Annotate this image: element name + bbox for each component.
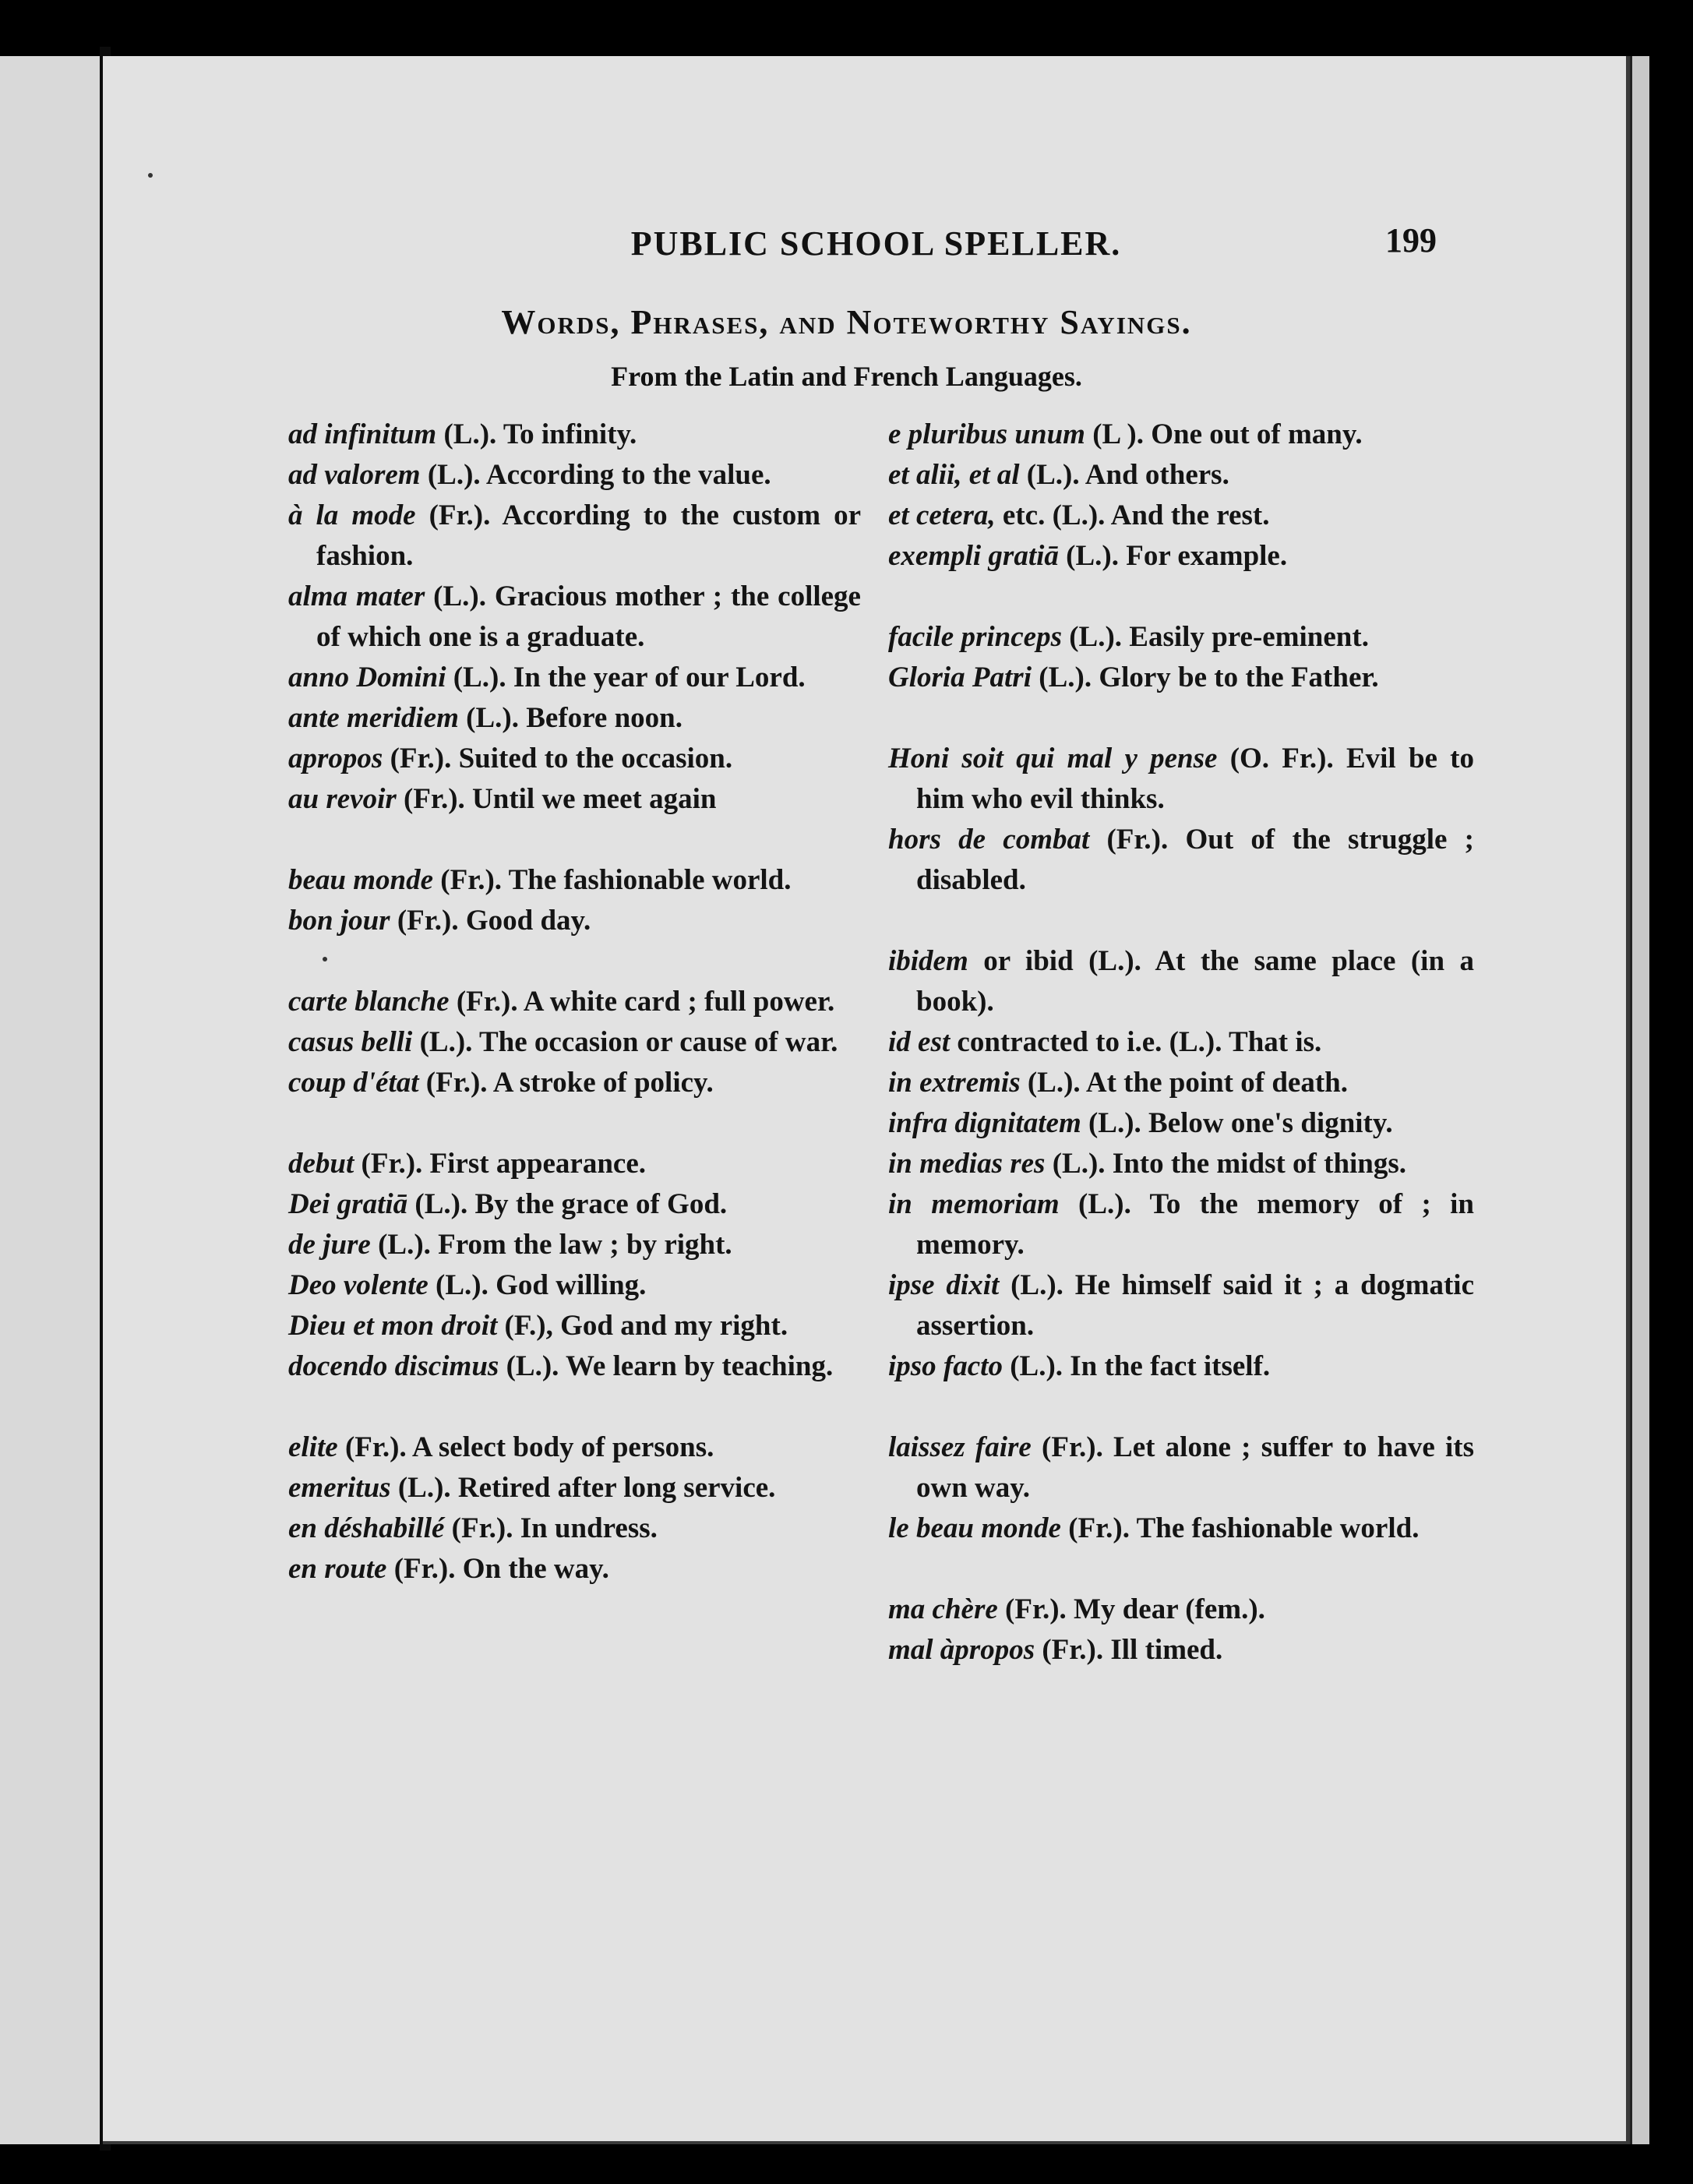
entry-definition: (Fr.). Ill timed. bbox=[1035, 1634, 1223, 1666]
running-head-text: PUBLIC SCHOOL SPELLER. bbox=[630, 224, 1122, 263]
speck bbox=[148, 173, 153, 178]
entry bbox=[288, 1265, 861, 1306]
entry-definition: (L.). At the point of death. bbox=[1020, 1067, 1348, 1099]
entry-term: elite bbox=[288, 1431, 338, 1463]
entry-term: en déshabillé bbox=[288, 1512, 445, 1544]
entry bbox=[888, 1630, 1474, 1671]
entry-term: infra dignitatem bbox=[888, 1107, 1081, 1139]
entry bbox=[888, 1508, 1474, 1549]
entry-definition: etc. (L.). And the rest. bbox=[995, 499, 1270, 531]
entry bbox=[288, 1022, 861, 1063]
entry bbox=[288, 455, 861, 496]
entry bbox=[288, 415, 861, 455]
entry-definition: (L.). Into the midst of things. bbox=[1045, 1148, 1407, 1180]
entry-term: et alii, et al bbox=[888, 459, 1020, 491]
entry-term: ipse dixit bbox=[888, 1269, 1000, 1301]
entry-definition: (O. Fr.). Evil be to him who evil thinks. bbox=[916, 743, 1474, 815]
entry-definition: (L.). Retired after long service. bbox=[390, 1472, 776, 1504]
entry bbox=[288, 1427, 861, 1468]
entry-term: Dieu et mon droit bbox=[288, 1310, 498, 1342]
entry bbox=[288, 1063, 861, 1103]
entry-term: in memoriam bbox=[888, 1188, 1060, 1220]
entry bbox=[288, 1184, 861, 1225]
entry-term: anno Domini bbox=[288, 662, 446, 693]
entry bbox=[888, 1589, 1474, 1630]
entry bbox=[288, 1508, 861, 1549]
entry-term: debut bbox=[288, 1148, 354, 1180]
entry-definition: (L.). By the grace of God. bbox=[407, 1188, 728, 1220]
entry-definition: (Fr.). The fashionable world. bbox=[1060, 1512, 1420, 1544]
entry bbox=[888, 820, 1474, 901]
entry-definition: (L.). He himself said it ; a dogmatic assertion. bbox=[916, 1269, 1474, 1342]
entry bbox=[888, 1103, 1474, 1144]
entry-definition: (Fr.). A select body of persons. bbox=[337, 1431, 714, 1463]
entry-term: hors de combat bbox=[888, 824, 1090, 856]
running-head bbox=[0, 224, 1693, 263]
entry bbox=[888, 1265, 1474, 1346]
entry bbox=[888, 1063, 1474, 1103]
entry-definition: (Fr.). In undress. bbox=[444, 1512, 658, 1544]
entry-definition: (L.). To infinity. bbox=[436, 418, 637, 450]
entry-term: casus belli bbox=[288, 1026, 413, 1058]
entry bbox=[288, 1306, 861, 1346]
entry-term: ibidem bbox=[888, 945, 968, 977]
entry bbox=[288, 577, 861, 658]
entry bbox=[888, 617, 1474, 658]
entry-definition: (Fr.). My dear (fem.). bbox=[997, 1593, 1265, 1625]
entry-definition: (L.). According to the value. bbox=[420, 459, 771, 491]
entry-definition: (Fr.). First appearance. bbox=[354, 1148, 646, 1180]
entry bbox=[888, 739, 1474, 820]
entry bbox=[888, 1346, 1474, 1387]
section-subtitle: From the Latin and French Languages. bbox=[611, 361, 1082, 392]
entry-definition: (L.). In the year of our Lord. bbox=[446, 662, 806, 693]
entry-definition: (L.). And others. bbox=[1019, 459, 1229, 491]
entry-definition: (L.). Easily pre-eminent. bbox=[1061, 621, 1369, 653]
entry-term: beau monde bbox=[288, 864, 434, 896]
entry-term: alma mater bbox=[288, 580, 425, 612]
entry-term: en route bbox=[288, 1553, 387, 1585]
entry-definition: (Fr.). According to the custom or fashion. bbox=[316, 499, 861, 572]
entry-definition: (L.). Gracious mother ; the college of which one is a graduate. bbox=[316, 580, 861, 653]
page-number: 199 bbox=[1385, 221, 1437, 259]
entry-term: in extremis bbox=[888, 1067, 1021, 1099]
entry-term: de jure bbox=[288, 1229, 371, 1261]
entry bbox=[888, 536, 1474, 577]
entry bbox=[888, 941, 1474, 1022]
entry-definition: (L.). In the fact itself. bbox=[1002, 1350, 1271, 1382]
entry-definition: or ibid (L.). At the same place (in a book). bbox=[916, 945, 1474, 1018]
entry-term: Deo volente bbox=[288, 1269, 429, 1301]
entry-term: ma chère bbox=[888, 1593, 998, 1625]
entry-term: emeritus bbox=[288, 1472, 391, 1504]
entry bbox=[288, 1468, 861, 1508]
right-column bbox=[888, 415, 1474, 1671]
entry bbox=[888, 415, 1474, 455]
entry-term: coup d'état bbox=[288, 1067, 419, 1099]
entry-definition: (L ). One out of many. bbox=[1085, 418, 1363, 450]
entry-definition: (L.). Glory be to the Father. bbox=[1032, 662, 1379, 693]
entry-definition: (L.). Before noon. bbox=[458, 702, 682, 734]
entry-term: le beau monde bbox=[888, 1512, 1061, 1544]
entry-term: à la mode bbox=[288, 499, 416, 531]
entry-definition: (L.). From the law ; by right. bbox=[370, 1229, 732, 1261]
entry-definition: (Fr.). A white card ; full power. bbox=[449, 986, 835, 1018]
entry bbox=[888, 1427, 1474, 1508]
entry-definition: (Fr.). Good day. bbox=[390, 905, 591, 937]
entry-term: et cetera, bbox=[888, 499, 996, 531]
entry-definition: (Fr.). Let alone ; suffer to have its own way. bbox=[916, 1431, 1474, 1504]
entry-definition: (F.), God and my right. bbox=[497, 1310, 788, 1342]
entry bbox=[288, 658, 861, 698]
entry bbox=[288, 698, 861, 739]
section-title: Words, Phrases, and Noteworthy Sayings. bbox=[501, 303, 1192, 341]
entry-term: apropos bbox=[288, 743, 383, 774]
entry bbox=[288, 901, 861, 941]
entry-term: ad valorem bbox=[288, 459, 421, 491]
entry bbox=[888, 455, 1474, 496]
entry-definition: (Fr.). Until we meet again bbox=[396, 783, 717, 815]
entry bbox=[288, 739, 861, 779]
entry bbox=[288, 1225, 861, 1265]
entry-term: mal àpropos bbox=[888, 1634, 1035, 1666]
entry-term: exempli gratiā bbox=[888, 540, 1059, 572]
entry-term: ante meridiem bbox=[288, 702, 459, 734]
entry-term: carte blanche bbox=[288, 986, 450, 1018]
entry bbox=[888, 1144, 1474, 1184]
entry-definition: (L.). For example. bbox=[1058, 540, 1288, 572]
entry-definition: (Fr.). Suited to the occasion. bbox=[383, 743, 733, 774]
entry bbox=[288, 1549, 861, 1589]
entry-term: bon jour bbox=[288, 905, 390, 937]
entry-term: au revoir bbox=[288, 783, 397, 815]
entry-term: Honi soit qui mal y pense bbox=[888, 743, 1218, 774]
entry bbox=[288, 1144, 861, 1184]
entry-definition: (L.). God willing. bbox=[428, 1269, 647, 1301]
entry-term: e pluribus unum bbox=[888, 418, 1085, 450]
entry bbox=[288, 860, 861, 901]
entry-term: facile princeps bbox=[888, 621, 1062, 653]
entry-definition: (L.). The occasion or cause of war. bbox=[412, 1026, 838, 1058]
entry-definition: (L.). We learn by teaching. bbox=[499, 1350, 834, 1382]
entry-term: id est bbox=[888, 1026, 951, 1058]
entry-term: Gloria Patri bbox=[888, 662, 1032, 693]
entry-definition: contracted to i.e. (L.). That is. bbox=[950, 1026, 1322, 1058]
entry-term: in medias res bbox=[888, 1148, 1046, 1180]
entry-definition: (L.). To the memory of ; in memory. bbox=[916, 1188, 1474, 1261]
entry-term: ipso facto bbox=[888, 1350, 1003, 1382]
entry-term: docendo discimus bbox=[288, 1350, 499, 1382]
entry-definition: (Fr.). On the way. bbox=[386, 1553, 609, 1585]
entry-term: Dei gratiā bbox=[288, 1188, 408, 1220]
entry bbox=[888, 1184, 1474, 1265]
entry-term: ad infinitum bbox=[288, 418, 437, 450]
entry-definition: (L.). Below one's dignity. bbox=[1081, 1107, 1393, 1139]
entry bbox=[888, 496, 1474, 536]
entry-definition: (Fr.). The fashionable world. bbox=[433, 864, 792, 896]
entry bbox=[288, 982, 861, 1022]
entry bbox=[288, 496, 861, 577]
left-column bbox=[288, 415, 861, 1589]
entry bbox=[288, 1346, 861, 1387]
entry bbox=[888, 1022, 1474, 1063]
entry bbox=[288, 779, 861, 820]
entry bbox=[888, 658, 1474, 698]
entry-definition: (Fr.). Out of the struggle ; disabled. bbox=[916, 824, 1474, 896]
entry-term: laissez faire bbox=[888, 1431, 1032, 1463]
entry-definition: (Fr.). A stroke of policy. bbox=[418, 1067, 714, 1099]
